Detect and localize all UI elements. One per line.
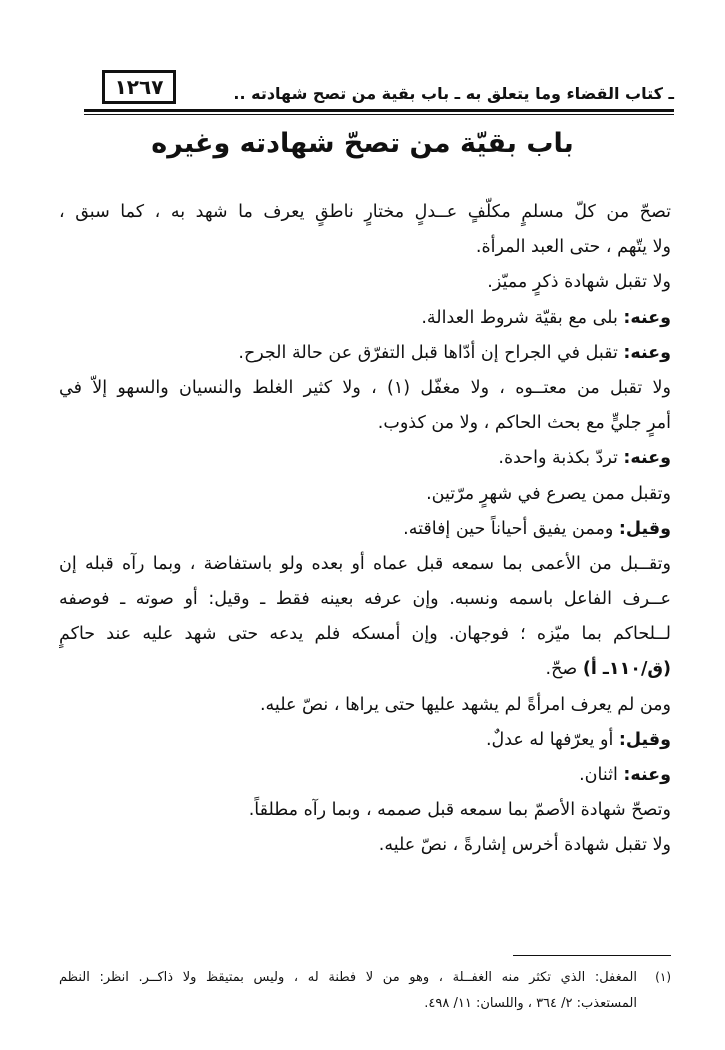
line-text: ومن لم يعرف امرأةً لم يشهد عليها حتى يراها ، نصّ عليه. — [259, 694, 671, 715]
line-text: وتقبل ممن يصرع في شهرٍ مرّتين. — [426, 483, 671, 504]
text-line — [59, 406, 671, 441]
line-text: أمرٍ جليٍّ مع بحث الحاكم ، ولا من كذوب. — [377, 413, 671, 434]
line-text: تصحّ من كلّ مسلمٍ مكلّفٍ عــدلٍ مختارٍ ناطقٍ يعرف ما شهد به ، كما سبق ، — [59, 202, 671, 222]
line-text: لــلحاكم بما ميّزه ؛ فوجهان. وإن أمسكه فلم يدعه حتى شهد عليه عند حاكمٍ — [59, 624, 671, 645]
text-line — [59, 723, 671, 758]
page-header — [84, 62, 674, 122]
header-rule-thin — [84, 114, 674, 115]
line-text: ولا تقبل شهادة أخرس إشارةً ، نصّ عليه. — [378, 835, 671, 856]
line-lead: (ق/١١٠ـ أ) — [582, 659, 671, 680]
footnote-number: (١) — [655, 970, 671, 984]
text-line — [59, 758, 671, 793]
text-line — [59, 582, 671, 617]
line-text: وتقــبل من الأعمى بما سمعه قبل عماه أو بعده ولو باستفاضة ، وبما رآه قبله إن — [59, 553, 671, 574]
text-line — [59, 477, 671, 512]
line-text: وتصحّ شهادة الأصمّ بما سمعه قبل صممه ، وبما رآه مطلقاً. — [248, 800, 671, 821]
line-text: عــرف الفاعل باسمه ونسبه. وإن عرفه بعينه فقط ـ وقيل: أو صوته ـ فوصفه — [59, 589, 671, 610]
text-line — [59, 195, 671, 230]
line-text: ولا تقبل شهادة ذكرٍ مميّز. — [487, 272, 671, 293]
line-text: أو يعرّفها له عدلٌ. — [485, 729, 619, 750]
text-line — [59, 828, 671, 863]
footnote-text: المستعذب: ٢/ ٣٦٤ ، واللسان: ١١/ ٤٩٨. — [424, 996, 637, 1011]
line-lead: وعنه: — [623, 307, 671, 328]
body-text — [59, 195, 671, 864]
line-text: ولا يتّهم ، حتى العبد المرأة. — [475, 237, 671, 258]
line-text: صحّ. — [545, 659, 583, 680]
footnote-line — [59, 964, 671, 991]
text-line — [59, 336, 671, 371]
footnote-text: المغفل: الذي تكثر منه الغفــلة ، وهو من لا فطنة له ، وليس بمتيقظ ولا ذاكــر. انظر: النظم — [59, 970, 637, 985]
footnote-line — [59, 991, 671, 1017]
text-line — [59, 793, 671, 828]
line-text: ولا تقبل من معتــوه ، ولا مغفّل (١) ، ولا كثير الغلط والنسيان والسهو إلاّ في — [59, 377, 671, 398]
text-line — [59, 265, 671, 300]
text-line — [59, 617, 671, 652]
line-text: اثنان. — [579, 765, 624, 785]
text-line — [59, 371, 671, 406]
line-text: تقبل في الجراح إن أدّاها قبل التفرّق عن حالة الجرح. — [238, 342, 624, 363]
footnotes — [59, 964, 671, 1017]
running-title: ـ كتاب القضاء وما يتعلق به ـ باب بقية من تصح شهادته .. — [233, 84, 674, 103]
text-line — [59, 230, 671, 265]
text-line — [59, 301, 671, 336]
footnote-rule — [513, 955, 671, 956]
line-lead: وقيل: — [618, 729, 671, 750]
text-line — [59, 512, 671, 547]
header-rule-thick — [84, 109, 674, 112]
page-number: ١٢٦٧ — [102, 70, 176, 104]
text-line — [59, 547, 671, 582]
line-lead: وقيل: — [618, 518, 671, 539]
text-line — [59, 688, 671, 723]
line-text: تردّ بكذبة واحدة. — [498, 448, 624, 469]
line-text: وممن يفيق أحياناً حين إفاقته. — [403, 518, 619, 539]
text-line — [59, 441, 671, 476]
line-lead: وعنه: — [623, 342, 671, 363]
line-text: بلى مع بقيّة شروط العدالة. — [421, 307, 624, 328]
line-lead: وعنه: — [623, 765, 671, 785]
line-lead: وعنه: — [623, 448, 671, 469]
chapter-title: باب بقيّة من تصحّ شهادته وغيره — [151, 128, 574, 159]
text-line — [59, 652, 671, 687]
